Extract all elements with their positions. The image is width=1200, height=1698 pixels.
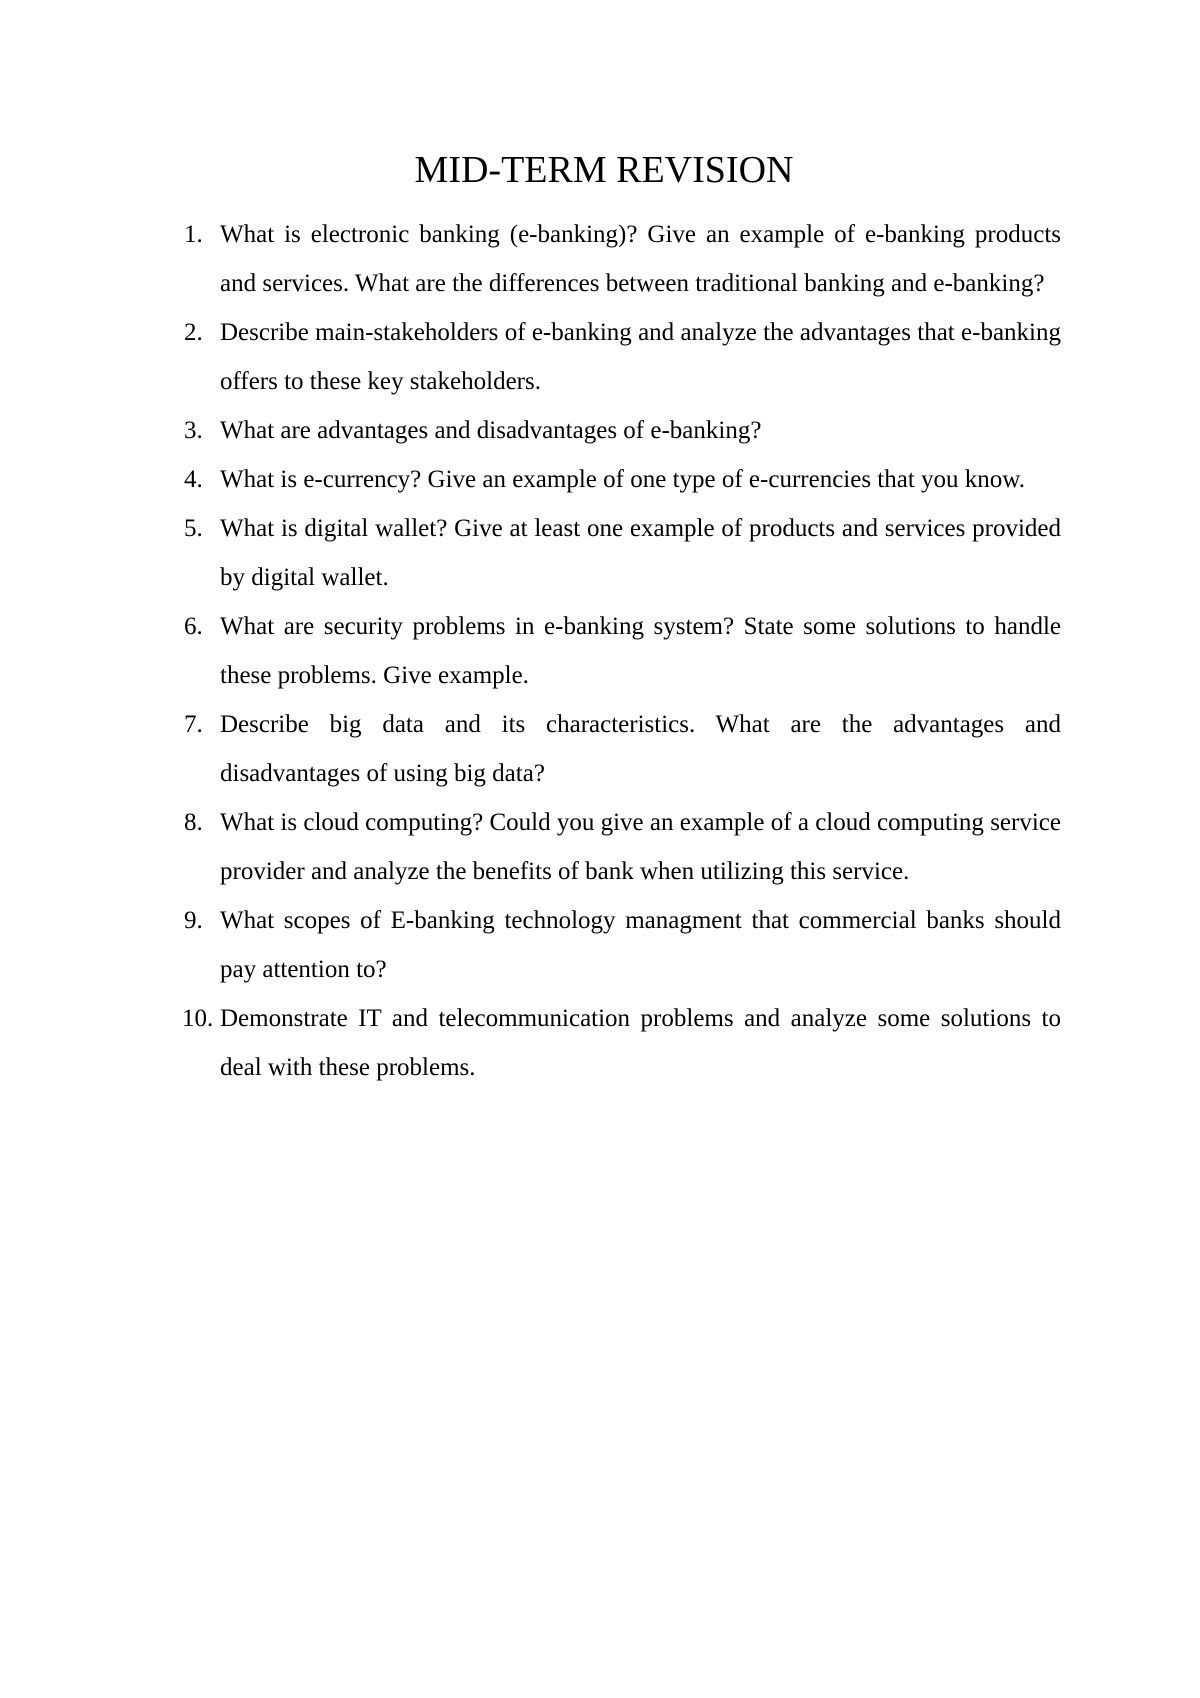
question-item-6 [168, 602, 1061, 700]
question-number: 9. [184, 907, 203, 934]
question-item-7 [168, 700, 1061, 798]
question-number: 1. [184, 221, 203, 248]
question-item-1 [168, 210, 1061, 308]
question-text: What are security problems in e-banking system? State some solutions to handle these problems. Give example. [220, 613, 1061, 689]
question-text: Demonstrate IT and telecommunication problems and analyze some solutions to deal with these problems. [220, 1005, 1061, 1081]
question-text: What scopes of E-banking technology managment that commercial banks should pay attention to? [220, 907, 1061, 983]
question-text: What are advantages and disadvantages of e-banking? [220, 417, 762, 444]
question-text: Describe big data and its characteristics. What are the advantages and disadvantages of using big data? [220, 711, 1061, 787]
question-item-9 [168, 896, 1061, 994]
question-list [168, 210, 1061, 1092]
question-number: 6. [184, 613, 203, 640]
question-item-10 [168, 994, 1061, 1092]
question-number: 5. [184, 515, 203, 542]
question-text: What is digital wallet? Give at least one example of products and services provided by digital wallet. [220, 515, 1061, 591]
question-text: Describe main-stakeholders of e-banking and analyze the advantages that e-banking offers to these key stakeholders. [220, 319, 1061, 395]
question-number: 2. [184, 319, 203, 346]
question-number: 3. [184, 417, 203, 444]
question-number: 10. [182, 1005, 214, 1032]
question-number: 8. [184, 809, 203, 836]
question-item-2 [168, 308, 1061, 406]
question-item-4 [168, 455, 1061, 504]
question-item-5 [168, 504, 1061, 602]
question-item-3 [168, 406, 1061, 455]
page-title: MID-TERM REVISION [414, 149, 794, 191]
question-text: What is cloud computing? Could you give an example of a cloud computing service provider and analyze the benefits of bank when utilizing this service. [220, 809, 1061, 885]
question-item-8 [168, 798, 1061, 896]
question-text: What is e-currency? Give an example of one type of e-currencies that you know. [220, 466, 1025, 493]
question-text: What is electronic banking (e-banking)? Give an example of e-banking products and services. What are the differences between traditional banking and e-banking? [220, 221, 1061, 297]
question-number: 4. [184, 466, 203, 493]
question-number: 7. [184, 711, 203, 738]
